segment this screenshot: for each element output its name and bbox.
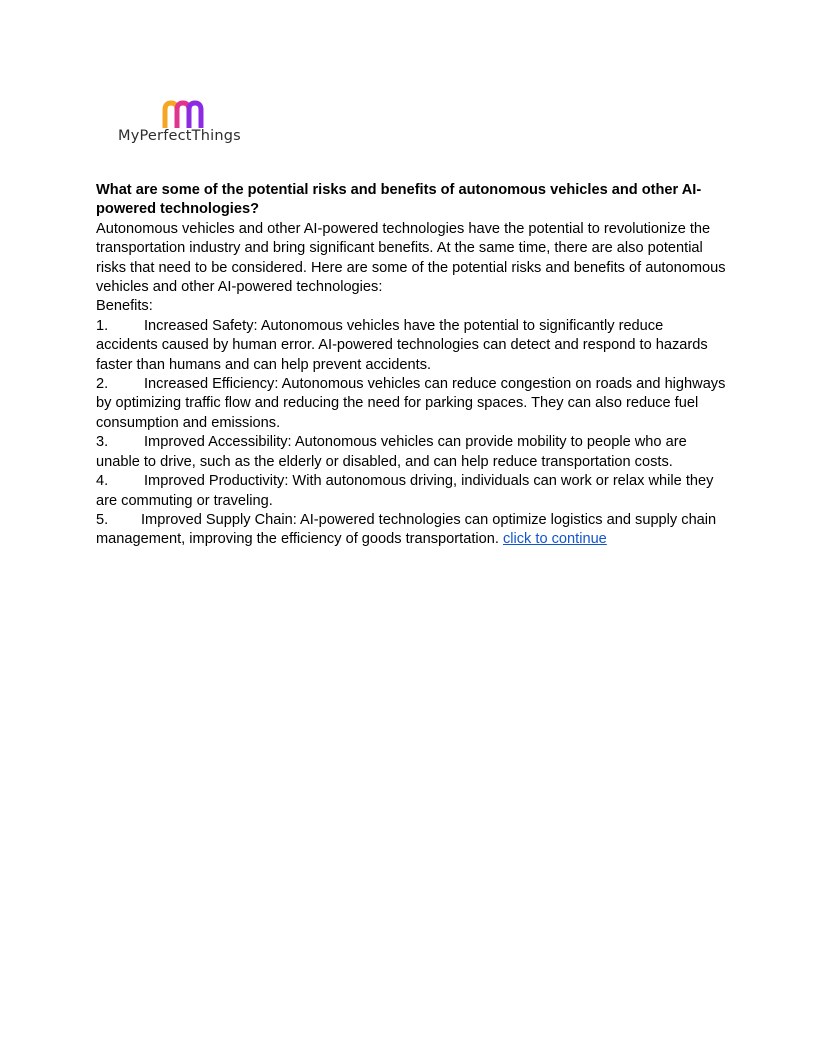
list-item: [96, 317, 726, 375]
logo-mark-icon: [162, 100, 208, 128]
logo-text: MyPerfectThings: [118, 128, 241, 144]
list-text: Increased Efficiency: Autonomous vehicles can reduce congestion on roads and highways by optimizing traffic flow and reducing the need for parking spaces. They can also reduce fuel consumption and emissions.: [96, 376, 726, 431]
list-item: [96, 472, 726, 511]
list-number: 4.: [96, 473, 109, 490]
list-item: [96, 375, 726, 433]
list-number: 3.: [96, 434, 109, 451]
list-text: Increased Safety: Autonomous vehicles have the potential to significantly reduce accidents caused by human error. AI-powered technologies can detect and respond to hazards faster than humans and can help prevent accidents.: [96, 317, 708, 373]
continue-link[interactable]: click to continue: [502, 531, 607, 548]
list-item: [96, 433, 726, 472]
list-number: 1.: [96, 317, 109, 334]
document-body: [96, 181, 726, 550]
list-text: Improved Accessibility: Autonomous vehicles can provide mobility to people who are unable to drive, such as the elderly or disabled, and can help reduce transportation costs.: [96, 434, 687, 470]
list-number: 2.: [96, 376, 109, 393]
intro-paragraph: Autonomous vehicles and other AI-powered technologies have the potential to revolutionize the transportation industry and bring significant benefits. At the same time, there are also potential risks that need to be considered. Here are some of the potential risks and benefits of autonomous vehicles and other AI-powered technologies:: [96, 220, 726, 296]
document-heading: What are some of the potential risks and benefits of autonomous vehicles and other AI-powered technologies?: [96, 182, 702, 218]
benefits-label: Benefits:: [96, 298, 153, 315]
list-number: 5.: [96, 511, 109, 528]
list-text: Improved Productivity: With autonomous driving, individuals can work or relax while they are commuting or traveling.: [96, 473, 714, 509]
list-text: Improved Supply Chain: AI-powered technologies can optimize logistics and supply chain management, improving the efficiency of goods transportation.: [96, 511, 717, 548]
list-item: [96, 511, 726, 550]
logo: [116, 100, 256, 148]
